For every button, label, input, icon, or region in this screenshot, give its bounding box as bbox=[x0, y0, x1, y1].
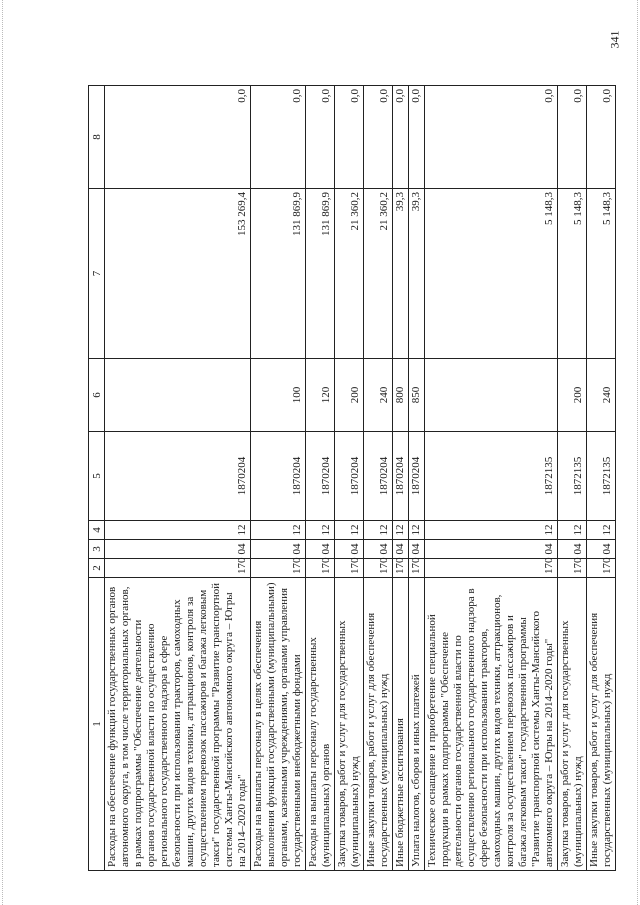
row-target-article: 1870204 bbox=[105, 432, 251, 521]
row-description: Расходы на обеспечение функций государственных органов автономного округа, в том числе территориальных органов, в рамках подпрограммы "Обеспечение деятельности органов государственной власти по осуществлению регионального государственного надзора в сфере безопасности при использовании тракторов, самоходных машин, других видов техники, аттракционов, контроля за осуществлением перевозок пассажиров и багажа легковым такси" государственной программы "Развитие транспортной системы Ханты-Мансийского автономного округа – Югры на 2014–2020 годы" bbox=[105, 578, 251, 871]
table-row bbox=[558, 86, 587, 871]
row-expense-type: 800 bbox=[393, 359, 409, 432]
row-amount: 39,3 bbox=[393, 189, 409, 359]
header-col-7: 7 bbox=[89, 189, 105, 359]
row-ministry-code: 170 bbox=[425, 559, 558, 578]
page-number: 341 bbox=[607, 30, 622, 49]
row-expense-type: 120 bbox=[306, 359, 335, 432]
row-section-code: 04 bbox=[335, 540, 364, 559]
row-subsection-code: 12 bbox=[587, 521, 616, 540]
header-col-4: 4 bbox=[89, 521, 105, 540]
scan-edge-right bbox=[637, 0, 639, 905]
row-description: Закупка товаров, работ и услуг для государственных (муниципальных) нужд bbox=[335, 578, 364, 871]
row-section-code: 04 bbox=[558, 540, 587, 559]
table-row bbox=[425, 86, 558, 871]
row-description: Иные бюджетные ассигнования bbox=[393, 578, 409, 871]
row-description: Иные закупки товаров, работ и услуг для обеспечения государственных (муниципальных) нужд bbox=[587, 578, 616, 871]
row-amount: 39,3 bbox=[409, 189, 425, 359]
rotated-table-container bbox=[88, 86, 613, 871]
row-amount-col8: 0,0 bbox=[364, 86, 393, 189]
table-viewport bbox=[88, 86, 613, 871]
row-amount-col8: 0,0 bbox=[393, 86, 409, 189]
row-target-article: 1870204 bbox=[306, 432, 335, 521]
row-amount: 153 269,4 bbox=[105, 189, 251, 359]
header-col-2: 2 bbox=[89, 559, 105, 578]
row-amount: 21 360,2 bbox=[364, 189, 393, 359]
table-header-row bbox=[89, 86, 105, 871]
row-target-article: 1872135 bbox=[425, 432, 558, 521]
row-amount: 5 148,3 bbox=[558, 189, 587, 359]
row-subsection-code: 12 bbox=[425, 521, 558, 540]
table-body bbox=[105, 86, 616, 871]
row-description: Расходы на выплаты персоналу в целях обеспечения выполнения функций государственными (муниципальными) органами, казенными учреждениями, органами управления государственными внебюджетными фондами bbox=[251, 578, 306, 871]
row-target-article: 1870204 bbox=[409, 432, 425, 521]
row-target-article: 1870204 bbox=[335, 432, 364, 521]
header-col-8: 8 bbox=[89, 86, 105, 189]
row-expense-type: 200 bbox=[335, 359, 364, 432]
row-ministry-code: 170 bbox=[335, 559, 364, 578]
row-amount: 21 360,2 bbox=[335, 189, 364, 359]
row-description: Закупка товаров, работ и услуг для государственных (муниципальных) нужд bbox=[558, 578, 587, 871]
row-amount-col8: 0,0 bbox=[558, 86, 587, 189]
scan-edge-left bbox=[2, 0, 4, 905]
table-row bbox=[105, 86, 251, 871]
row-section-code: 04 bbox=[587, 540, 616, 559]
row-subsection-code: 12 bbox=[105, 521, 251, 540]
row-section-code: 04 bbox=[393, 540, 409, 559]
row-ministry-code: 170 bbox=[306, 559, 335, 578]
row-target-article: 1870204 bbox=[251, 432, 306, 521]
row-target-article: 1872135 bbox=[558, 432, 587, 521]
row-amount: 5 148,3 bbox=[587, 189, 616, 359]
row-ministry-code: 170 bbox=[105, 559, 251, 578]
row-amount-col8: 0,0 bbox=[306, 86, 335, 189]
row-section-code: 04 bbox=[425, 540, 558, 559]
row-subsection-code: 12 bbox=[251, 521, 306, 540]
row-subsection-code: 12 bbox=[409, 521, 425, 540]
row-section-code: 04 bbox=[364, 540, 393, 559]
row-subsection-code: 12 bbox=[335, 521, 364, 540]
row-description: Техническое оснащение и приобретение специальной продукции в рамках подпрограммы "Обеспечение деятельности органов государственной власти по осуществлению регионального государственного надзора в сфере безопасности при использовании тракторов, самоходных машин, других видов техники, аттракционов, контроля за осуществлением перевозок пассажиров и багажа легковым такси" государственной программы "Развитие транспортной системы Ханты-Мансийского автономного округа – Югры на 2014–2020 годы" bbox=[425, 578, 558, 871]
row-subsection-code: 12 bbox=[306, 521, 335, 540]
row-target-article: 1870204 bbox=[364, 432, 393, 521]
row-expense-type: 850 bbox=[409, 359, 425, 432]
row-expense-type bbox=[105, 359, 251, 432]
row-amount: 131 869,9 bbox=[306, 189, 335, 359]
row-amount-col8: 0,0 bbox=[587, 86, 616, 189]
table-row bbox=[335, 86, 364, 871]
row-amount-col8: 0,0 bbox=[335, 86, 364, 189]
header-col-6: 6 bbox=[89, 359, 105, 432]
header-col-1: 1 bbox=[89, 578, 105, 871]
row-amount: 131 869,9 bbox=[251, 189, 306, 359]
row-amount-col8: 0,0 bbox=[251, 86, 306, 189]
row-target-article: 1870204 bbox=[393, 432, 409, 521]
row-description: Иные закупки товаров, работ и услуг для обеспечения государственных (муниципальных) нужд bbox=[364, 578, 393, 871]
table-row bbox=[251, 86, 306, 871]
table-row bbox=[306, 86, 335, 871]
row-target-article: 1872135 bbox=[587, 432, 616, 521]
table-row bbox=[393, 86, 409, 871]
row-expense-type: 240 bbox=[587, 359, 616, 432]
row-ministry-code: 170 bbox=[558, 559, 587, 578]
row-section-code: 04 bbox=[306, 540, 335, 559]
row-ministry-code: 170 bbox=[364, 559, 393, 578]
row-expense-type: 200 bbox=[558, 359, 587, 432]
table-row bbox=[409, 86, 425, 871]
row-ministry-code: 170 bbox=[409, 559, 425, 578]
row-subsection-code: 12 bbox=[558, 521, 587, 540]
row-expense-type bbox=[425, 359, 558, 432]
table-row bbox=[364, 86, 393, 871]
row-section-code: 04 bbox=[105, 540, 251, 559]
row-ministry-code: 170 bbox=[251, 559, 306, 578]
row-expense-type: 100 bbox=[251, 359, 306, 432]
header-col-5: 5 bbox=[89, 432, 105, 521]
row-section-code: 04 bbox=[251, 540, 306, 559]
row-amount-col8: 0,0 bbox=[105, 86, 251, 189]
row-amount-col8: 0,0 bbox=[425, 86, 558, 189]
row-ministry-code: 170 bbox=[393, 559, 409, 578]
budget-table bbox=[88, 85, 616, 871]
table-row bbox=[587, 86, 616, 871]
row-description: Уплата налогов, сборов и иных платежей bbox=[409, 578, 425, 871]
row-subsection-code: 12 bbox=[364, 521, 393, 540]
row-description: Расходы на выплаты персоналу государственных (муниципальных) органов bbox=[306, 578, 335, 871]
row-ministry-code: 170 bbox=[587, 559, 616, 578]
row-amount: 5 148,3 bbox=[425, 189, 558, 359]
row-subsection-code: 12 bbox=[393, 521, 409, 540]
header-col-3: 3 bbox=[89, 540, 105, 559]
row-expense-type: 240 bbox=[364, 359, 393, 432]
row-section-code: 04 bbox=[409, 540, 425, 559]
row-amount-col8: 0,0 bbox=[409, 86, 425, 189]
